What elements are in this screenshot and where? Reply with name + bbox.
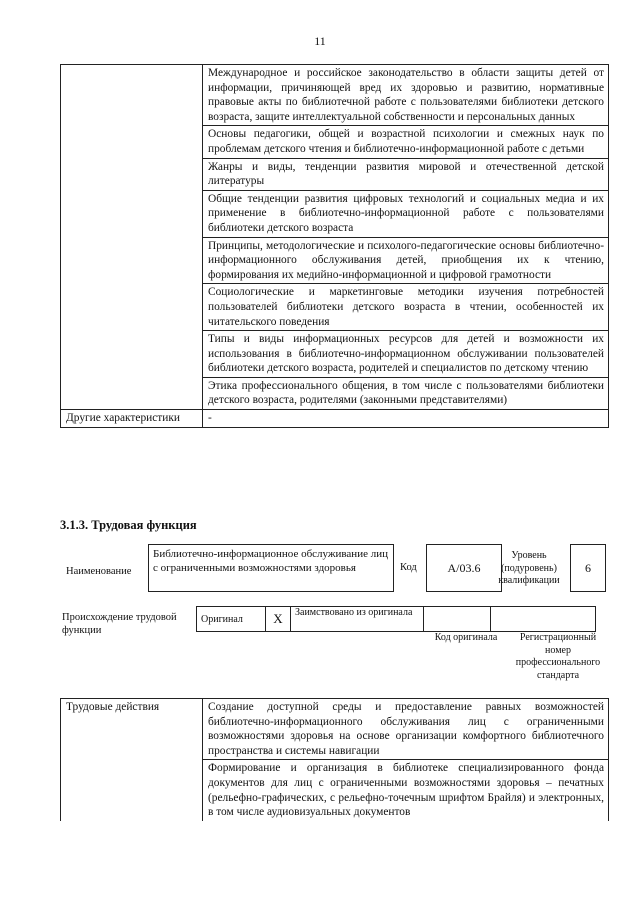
- code-label: Код: [400, 562, 417, 573]
- qualification-level-box: 6: [570, 544, 606, 592]
- knowledge-label-cell: [61, 65, 203, 410]
- knowledge-item: Общие тенденции развития цифровых технологий и социальных медиа и их применение в библиотечно-информационной работе с пользователями библиотеки детского возраста: [203, 190, 609, 237]
- qualification-level-label: Уровень (подуровень) квалификации: [498, 550, 560, 586]
- name-label: Наименование: [66, 566, 132, 577]
- knowledge-item: Социологические и маркетинговые методики изучения потребностей пользователей библиотеки детского возраста в чтении, особенностей их читательского поведения: [203, 284, 609, 331]
- table-row: [61, 699, 609, 760]
- knowledge-item: Основы педагогики, общей и возрастной психологии и смежных наук по проблемам детского чтения и библиотечно-информационной работе с детьми: [203, 126, 609, 158]
- other-characteristics-label: Другие характеристики: [61, 410, 203, 428]
- other-characteristics-value: -: [203, 410, 609, 428]
- table-row: [61, 65, 609, 126]
- registration-number-cell: [491, 607, 596, 632]
- knowledge-item: Типы и виды информационных ресурсов для детей и возможности их использования в библиотечно-информационном обслуживании пользователей библиотеки детского возраста, родителей и специалистов по детскому чтению: [203, 331, 609, 378]
- knowledge-item: Международное и российское законодательство в области защиты детей от информации, причиняющей вред их здоровью и развитию, нормативные правовые акты по библиотечной работе с пользователями библиотеки детского возраста, защите интеллектуальной собственности и персональных данных: [203, 65, 609, 126]
- original-label: Оригинал: [197, 607, 266, 632]
- table-row: [197, 607, 596, 632]
- knowledge-item: Жанры и виды, тенденции развития мировой и отечественной детской литературы: [203, 158, 609, 190]
- labor-action-item: Создание доступной среды и предоставление равных возможностей библиотечно-информационного обслуживания лиц с ограниченными возможностями здоровья на основе организации комфортного библиотечного пространства и системы навигации: [203, 699, 609, 760]
- registration-number-caption: Регистрационный номер профессионального стандарта: [515, 632, 601, 681]
- origin-label: Происхождение трудовой функции: [62, 612, 177, 636]
- labor-actions-table: [60, 698, 609, 821]
- labor-action-item: Формирование и организация в библиотеке специализированного фонда документов для лиц с ограниченными возможностями здоровья – печатных (рельефно-графических, с рельефно-точечным шрифтом Брайля) и электронных, в том числе аудиовизуальных документов: [203, 760, 609, 821]
- original-mark: X: [266, 607, 291, 632]
- knowledge-item: Этика профессионального общения, в том числе с пользователями библиотеки детского возраста, родителями (законными представителями): [203, 377, 609, 409]
- page-number: 11: [314, 34, 326, 48]
- borrowed-label: Заимствовано из оригинала: [291, 607, 424, 632]
- original-code-caption: Код оригинала: [434, 632, 498, 643]
- table-row: [61, 410, 609, 428]
- function-code-box: A/03.6: [426, 544, 502, 592]
- knowledge-item: Принципы, методологические и психолого-педагогические основы библиотечно-информационного обслуживания детей, приобщения их к чтению, формирования их медийно-информационной и цифровой грамотности: [203, 237, 609, 284]
- labor-actions-label: Трудовые действия: [61, 699, 203, 821]
- function-name-box: Библиотечно-информационное обслуживание лиц с ограниченными возможностями здоровья: [148, 544, 394, 592]
- original-code-cell: [424, 607, 491, 632]
- knowledge-table: [60, 64, 609, 428]
- section-title: 3.1.3. Трудовая функция: [60, 518, 197, 532]
- origin-table: [196, 606, 596, 632]
